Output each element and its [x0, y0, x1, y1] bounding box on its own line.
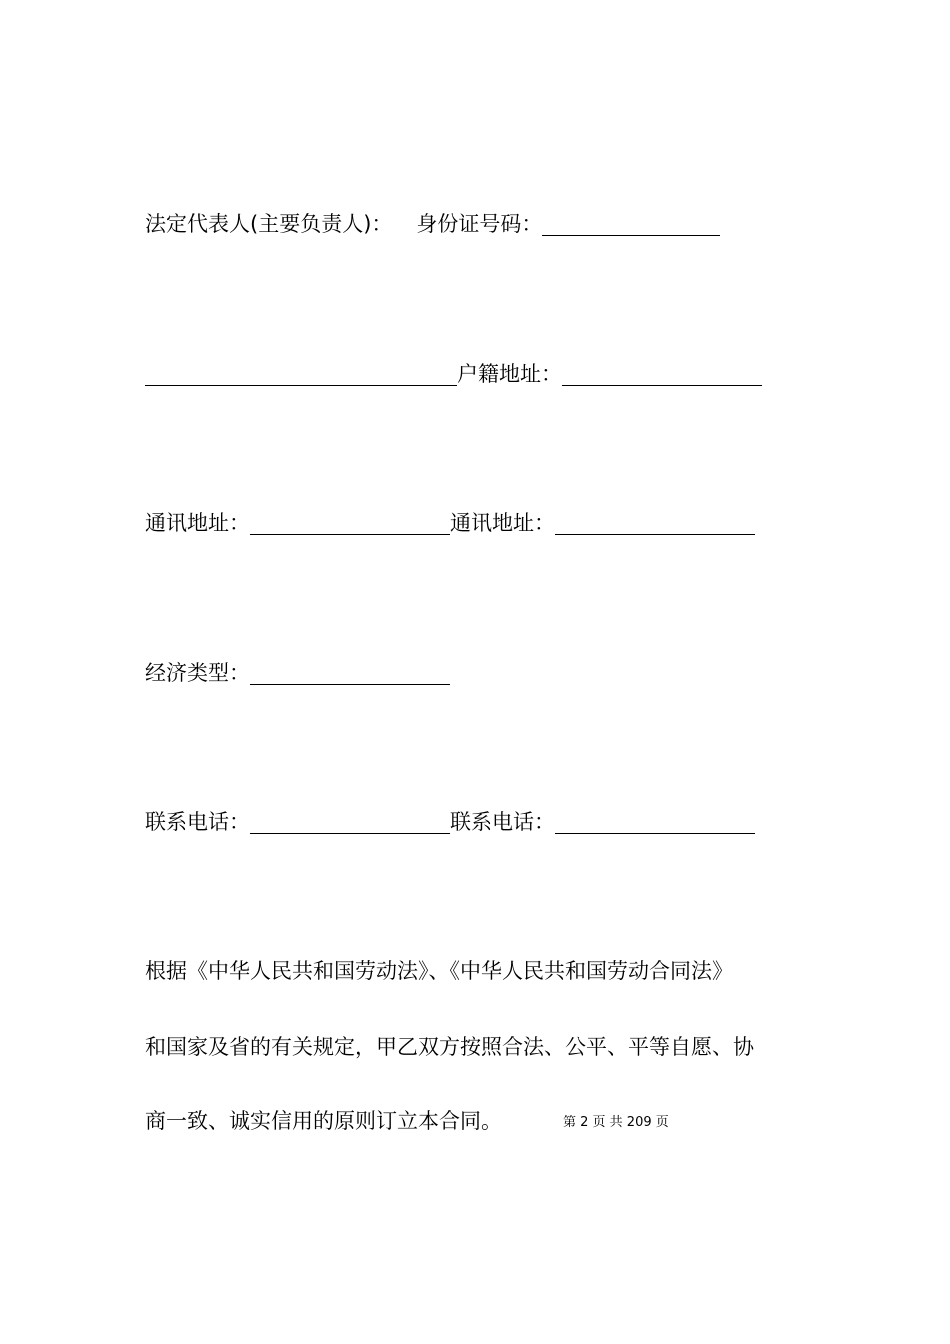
phone-field-left[interactable]: [250, 811, 450, 834]
id-number-field[interactable]: [542, 213, 720, 236]
mailing-address-row: [145, 508, 755, 538]
household-address-row: [145, 359, 762, 389]
economic-type-label: 经济类型：: [145, 661, 250, 685]
paragraph-line-1: 根据《中华人民共和国劳动法》、《中华人民共和国劳动合同法》: [145, 959, 733, 983]
mailing-address-label-left: 通讯地址：: [145, 511, 250, 535]
mailing-address-label-right: 通讯地址：: [450, 511, 555, 535]
paragraph-line-3: 商一致、诚实信用的原则订立本合同。: [145, 1109, 502, 1133]
legal-rep-name-field[interactable]: [145, 363, 457, 386]
household-address-field[interactable]: [562, 363, 762, 386]
phone-row: [145, 807, 755, 837]
economic-type-row: [145, 658, 450, 688]
household-address-label: 户籍地址：: [457, 362, 562, 386]
mailing-address-field-right[interactable]: [555, 512, 755, 535]
phone-field-right[interactable]: [555, 811, 755, 834]
legal-rep-row: [145, 209, 720, 239]
paragraph-line-2: 和国家及省的有关规定，甲乙双方按照合法、公平、平等自愿、协: [145, 1035, 754, 1059]
mailing-address-field-left[interactable]: [250, 512, 450, 535]
economic-type-field[interactable]: [250, 662, 450, 685]
legal-rep-label: 法定代表人(主要负责人)：: [145, 212, 393, 236]
page-number: 第 2 页 共 209 页: [563, 1115, 669, 1130]
id-number-label: 身份证号码：: [416, 212, 543, 236]
phone-label-left: 联系电话：: [145, 810, 250, 834]
phone-label-right: 联系电话：: [450, 810, 555, 834]
